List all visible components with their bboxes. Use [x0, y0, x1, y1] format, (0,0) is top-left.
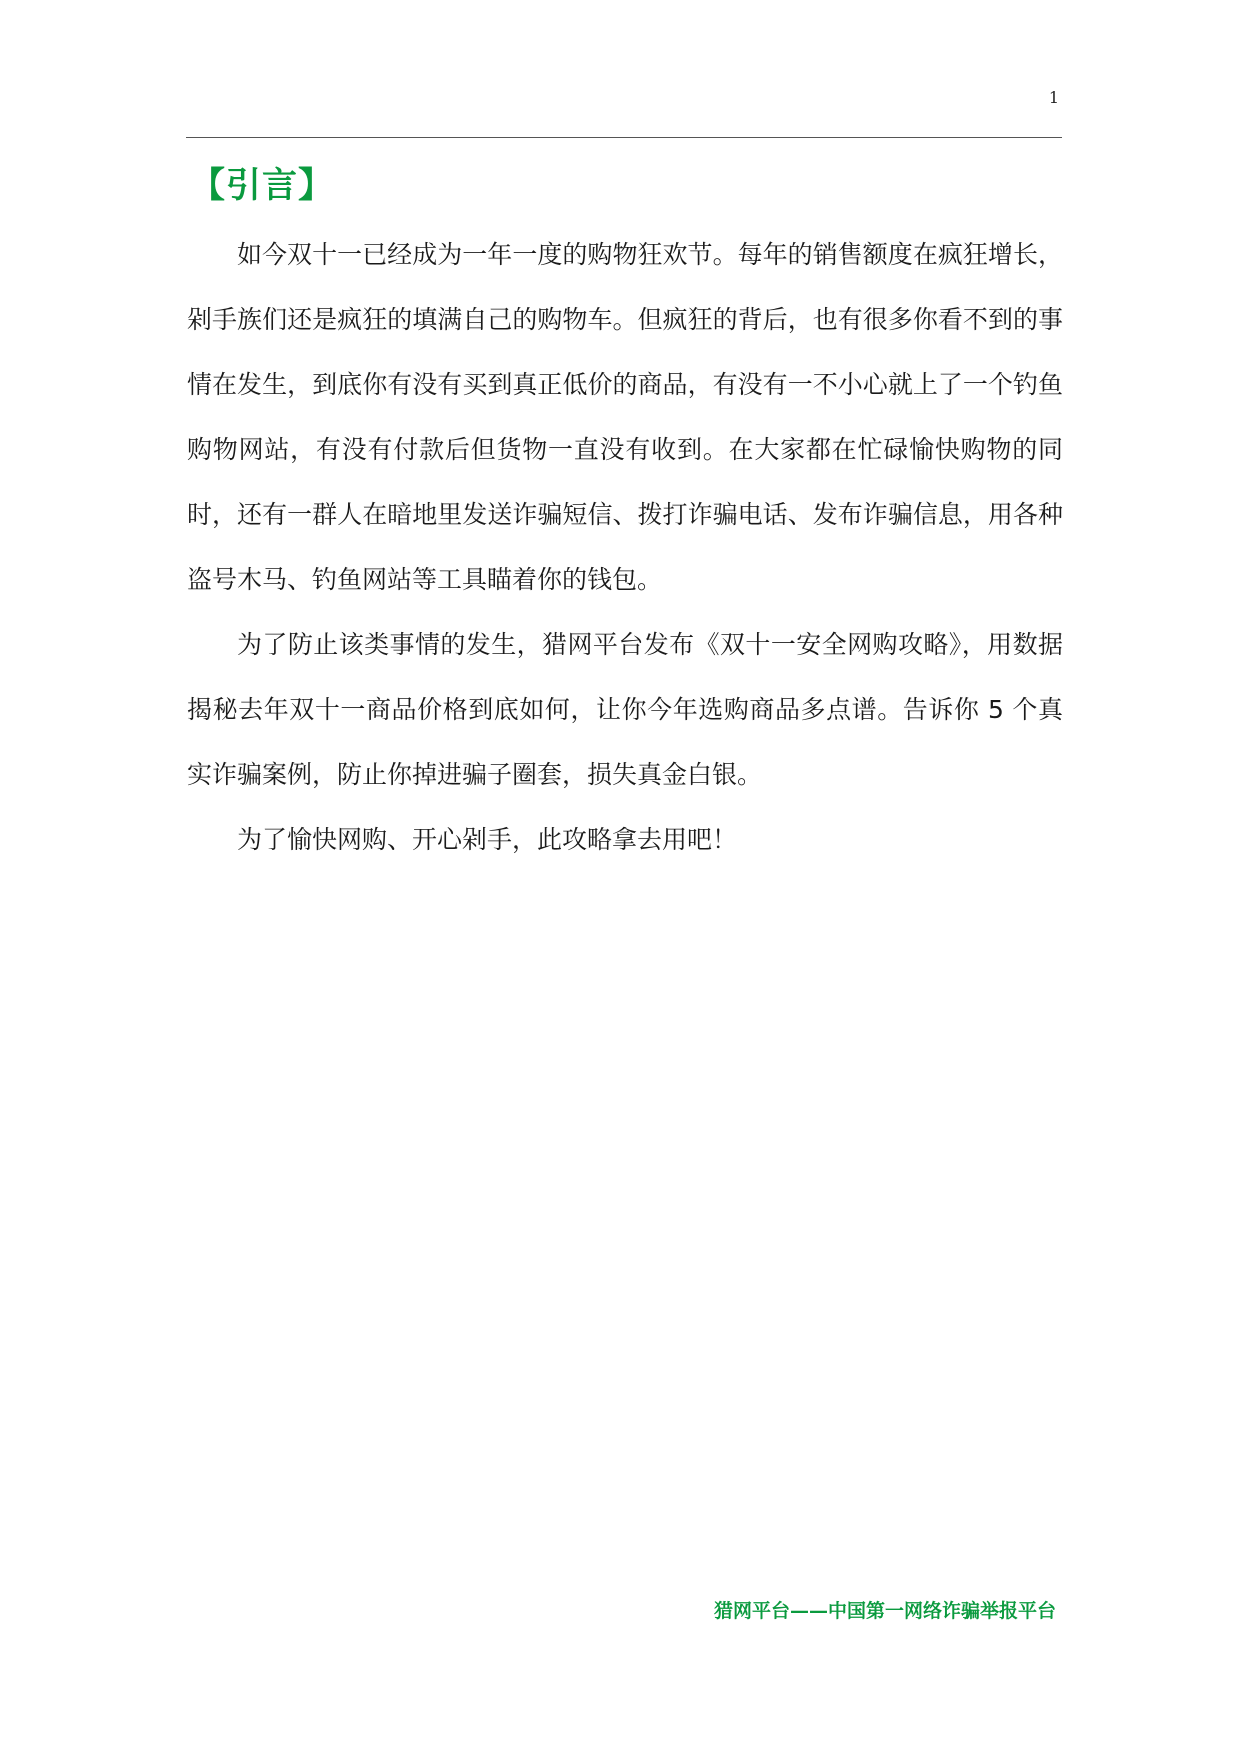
paragraph-intro: 如今双十一已经成为一年一度的购物狂欢节。每年的销售额度在疯狂增长，剁手族们还是疯狂的填满自己的购物车。但疯狂的背后，也有很多你看不到的事情在发生，到底你有没有买到真正低价的商品，有没有一不小心就上了一个钓鱼购物网站，有没有付款后但货物一直没有收到。在大家都在忙碌愉快购物的同时，还有一群人在暗地里发送诈骗短信、拨打诈骗电话、发布诈骗信息，用各种盗号木马、钓鱼网站等工具瞄着你的钱包。: [187, 240, 1063, 594]
paragraph-purpose: 为了防止该类事情的发生，猎网平台发布《双十一安全网购攻略》，用数据揭秘去年双十一商品价格到底如何，让你今年选购商品多点谱。告诉你 5 个真实诈骗案例，防止你掉进骗子圈套，损失真金白银。: [187, 630, 1063, 789]
paragraph-closing: 为了愉快网购、开心剁手，此攻略拿去用吧！: [237, 825, 738, 854]
section-title: 【引言】: [190, 166, 335, 206]
page-number: 1: [1048, 88, 1059, 107]
body-text: [187, 222, 1063, 872]
header-divider: [186, 137, 1062, 138]
footer-slogan: 猎网平台——中国第一网络诈骗举报平台: [713, 1600, 1056, 1622]
